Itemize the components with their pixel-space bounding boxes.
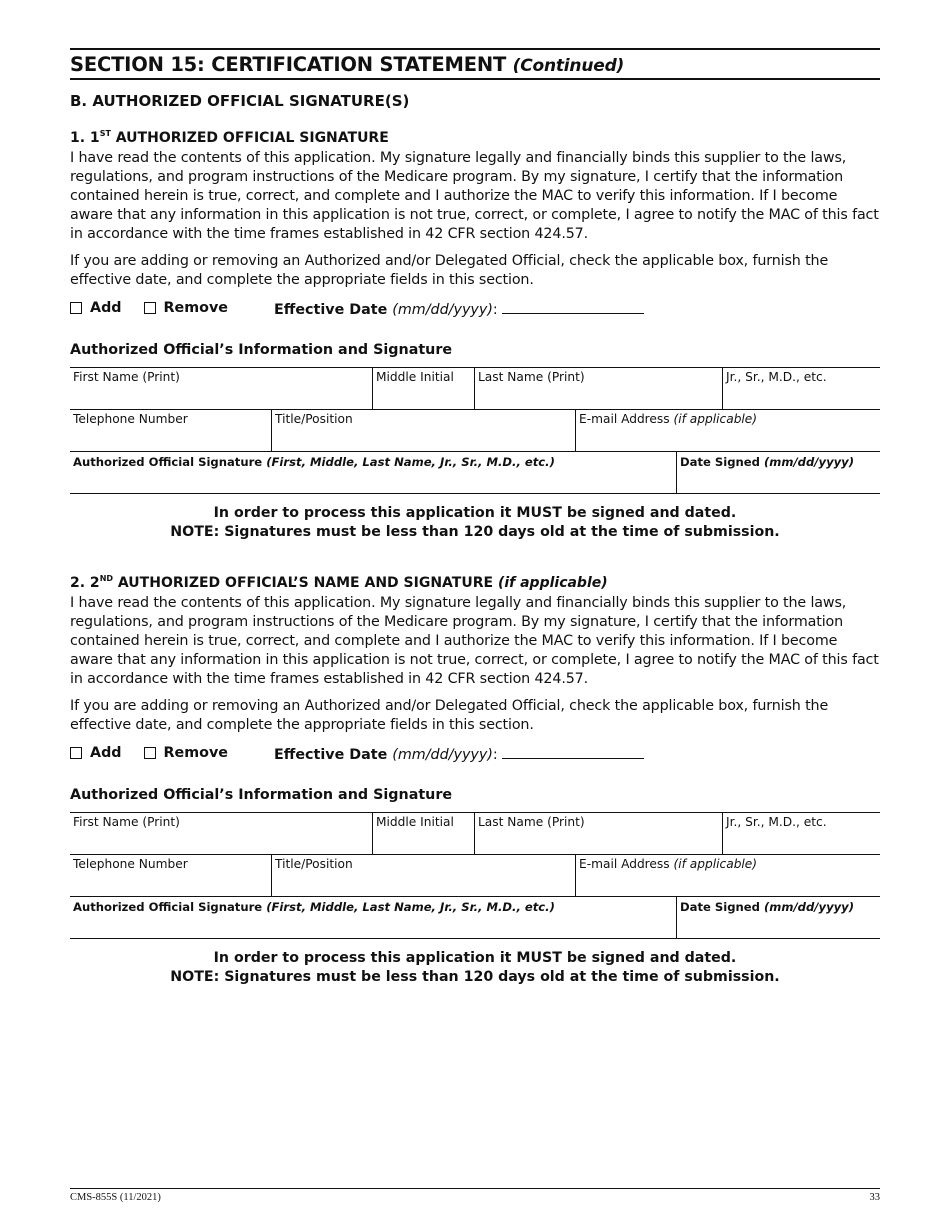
block-1-effective-colon: : — [492, 301, 498, 318]
block-2-effective-colon: : — [492, 746, 498, 763]
block-1-title-position-field[interactable] — [272, 410, 576, 451]
block-2-title-position-field[interactable] — [272, 855, 576, 896]
block-2-contact-row — [70, 855, 880, 897]
block-2-remove-label: Remove — [163, 745, 228, 761]
block-2-heading-num: 2. 2 — [70, 575, 100, 591]
block-2-effective-format: (mm/dd/yyyy) — [392, 746, 493, 763]
block-1-signature-label: Authorized Official Signature — [73, 455, 263, 469]
block-1-date-signed-label: Date Signed — [680, 455, 760, 469]
block-1-title-position-label: Title/Position — [275, 412, 353, 426]
block-2-info-heading: Authorized Official’s Information and Signature — [70, 787, 453, 803]
block-1-add-label: Add — [90, 300, 122, 316]
block-1-remove-checkbox[interactable] — [144, 302, 156, 314]
official-block-2 — [70, 575, 880, 986]
block-2-signature-label: Authorized Official Signature — [73, 900, 263, 914]
block-2-add-label: Add — [90, 745, 122, 761]
block-1-add-checkbox[interactable] — [70, 302, 82, 314]
block-1-telephone-label: Telephone Number — [73, 412, 188, 426]
block-1-heading-sup: ST — [99, 129, 111, 138]
block-1-contact-row — [70, 410, 880, 452]
block-2-signature-note: (First, Middle, Last Name, Jr., Sr., M.D., etc.) — [266, 900, 555, 914]
block-2-first-name-label: First Name (Print) — [73, 815, 180, 829]
block-1-last-name-field[interactable] — [475, 368, 723, 409]
block-2-add-checkbox[interactable] — [70, 747, 82, 759]
block-1-info-grid — [70, 367, 880, 494]
form-id: CMS-855S (11/2021) — [70, 1192, 161, 1203]
block-2-suffix-field[interactable] — [723, 813, 880, 854]
block-2-date-signed-field[interactable] — [677, 897, 880, 938]
block-2-email-field[interactable] — [576, 855, 880, 896]
block-1-instruction-text: If you are adding or removing an Authorized and/or Delegated Official, check the applicable box, furnish the effective date, and complete the appropriate fields in this section. — [70, 253, 829, 288]
block-1-telephone-field[interactable] — [70, 410, 272, 451]
block-1-heading-num: 1. 1 — [70, 130, 100, 146]
block-1-email-label: E-mail Address — [579, 412, 670, 426]
block-1-date-signed-format: (mm/dd/yyyy) — [763, 455, 855, 469]
block-1-email-field[interactable] — [576, 410, 880, 451]
block-2-remove-checkbox[interactable] — [144, 747, 156, 759]
block-2-effective-date — [274, 744, 644, 763]
block-2-certification-text: I have read the contents of this application. My signature legally and financially binds this supplier to the laws, regulations, and program instructions of the Medicare program. By my signature, I certify that the information contained herein is true, correct, and complete and I authorize the MAC to verify this information. If I become aware that any information in this application is not true, correct, or complete, I agree to notify the MAC of this fact in accordance with the time frames established in 42 CFR section 424.57. — [70, 595, 879, 687]
block-2-telephone-field[interactable] — [70, 855, 272, 896]
block-1-remove-label: Remove — [163, 300, 228, 316]
block-2-notice-line2: NOTE: Signatures must be less than 120 days old at the time of submission. — [170, 968, 780, 985]
section-title-text: SECTION 15: CERTIFICATION STATEMENT — [70, 53, 507, 76]
block-2-first-name-field[interactable] — [70, 813, 373, 854]
block-1-signature-row — [70, 452, 880, 494]
block-1-name-row — [70, 368, 880, 410]
block-1-signature-note: (First, Middle, Last Name, Jr., Sr., M.D., etc.) — [266, 455, 555, 469]
block-2-action-row — [70, 743, 880, 763]
block-2-notice-line1: In order to process this application it MUST be signed and dated. — [213, 950, 737, 966]
block-1-first-name-field[interactable] — [70, 368, 373, 409]
block-1-effective-date-field[interactable] — [502, 299, 644, 314]
block-1-date-signed-field[interactable] — [677, 452, 880, 493]
block-2-heading-text: AUTHORIZED OFFICIAL’S NAME AND SIGNATURE — [113, 575, 498, 591]
block-1-heading-text: AUTHORIZED OFFICIAL SIGNATURE — [110, 130, 389, 146]
subsection-heading: B. AUTHORIZED OFFICIAL SIGNATURE(S) — [70, 92, 410, 110]
block-1-notice — [70, 504, 880, 541]
page-number: 33 — [869, 1192, 880, 1203]
block-1-effective-format: (mm/dd/yyyy) — [392, 301, 493, 318]
block-2-middle-initial-field[interactable] — [373, 813, 475, 854]
block-2-heading — [70, 575, 880, 591]
block-2-remove-option[interactable] — [144, 745, 228, 761]
block-1-remove-option[interactable] — [144, 300, 228, 316]
block-1-notice-line1: In order to process this application it MUST be signed and dated. — [213, 505, 737, 521]
section-title — [70, 53, 624, 76]
official-block-1 — [70, 130, 880, 541]
block-2-signature-field[interactable] — [70, 897, 677, 938]
block-2-email-label: E-mail Address — [579, 857, 670, 871]
block-2-title-position-label: Title/Position — [275, 857, 353, 871]
block-2-heading-sup: ND — [99, 574, 114, 583]
block-1-last-name-label: Last Name (Print) — [478, 370, 585, 384]
block-1-middle-initial-field[interactable] — [373, 368, 475, 409]
block-2-heading-italic: (if applicable) — [497, 575, 608, 591]
block-2-last-name-field[interactable] — [475, 813, 723, 854]
block-1-info-heading: Authorized Official’s Information and Signature — [70, 342, 453, 358]
block-2-last-name-label: Last Name (Print) — [478, 815, 585, 829]
block-2-telephone-label: Telephone Number — [73, 857, 188, 871]
block-2-date-signed-label: Date Signed — [680, 900, 760, 914]
block-1-email-note: (if applicable) — [673, 412, 758, 426]
block-2-add-option[interactable] — [70, 745, 122, 761]
block-1-certification-text: I have read the contents of this application. My signature legally and financially binds this supplier to the laws, regulations, and program instructions of the Medicare program. By my signature, I certify that the information contained herein is true, correct, and complete and I authorize the MAC to verify this information. If I become aware that any information in this application is not true, correct, or complete, I agree to notify the MAC of this fact in accordance with the time frames established in 42 CFR section 424.57. — [70, 150, 879, 242]
block-1-effective-date — [274, 299, 644, 318]
block-2-suffix-label: Jr., Sr., M.D., etc. — [726, 815, 827, 829]
block-2-effective-date-field[interactable] — [502, 744, 644, 759]
block-1-signature-field[interactable] — [70, 452, 677, 493]
block-2-middle-initial-label: Middle Initial — [376, 815, 454, 829]
block-2-notice — [70, 949, 880, 986]
block-1-middle-initial-label: Middle Initial — [376, 370, 454, 384]
block-2-info-grid — [70, 812, 880, 939]
block-1-action-row — [70, 298, 880, 318]
block-2-date-signed-format: (mm/dd/yyyy) — [763, 900, 855, 914]
block-1-first-name-label: First Name (Print) — [73, 370, 180, 384]
block-1-heading — [70, 130, 880, 146]
block-1-suffix-field[interactable] — [723, 368, 880, 409]
block-1-suffix-label: Jr., Sr., M.D., etc. — [726, 370, 827, 384]
block-2-email-note: (if applicable) — [673, 857, 758, 871]
section-title-bar — [70, 48, 880, 80]
block-2-instruction-text: If you are adding or removing an Authorized and/or Delegated Official, check the applicable box, furnish the effective date, and complete the appropriate fields in this section. — [70, 698, 829, 733]
form-page — [70, 48, 880, 986]
block-1-effective-label: Effective Date — [274, 301, 388, 318]
section-title-suffix: (Continued) — [512, 56, 625, 76]
block-2-signature-row — [70, 897, 880, 939]
block-2-effective-label: Effective Date — [274, 746, 388, 763]
block-2-name-row — [70, 813, 880, 855]
block-1-add-option[interactable] — [70, 300, 122, 316]
block-1-notice-line2: NOTE: Signatures must be less than 120 days old at the time of submission. — [170, 523, 780, 540]
page-footer — [70, 1188, 880, 1203]
